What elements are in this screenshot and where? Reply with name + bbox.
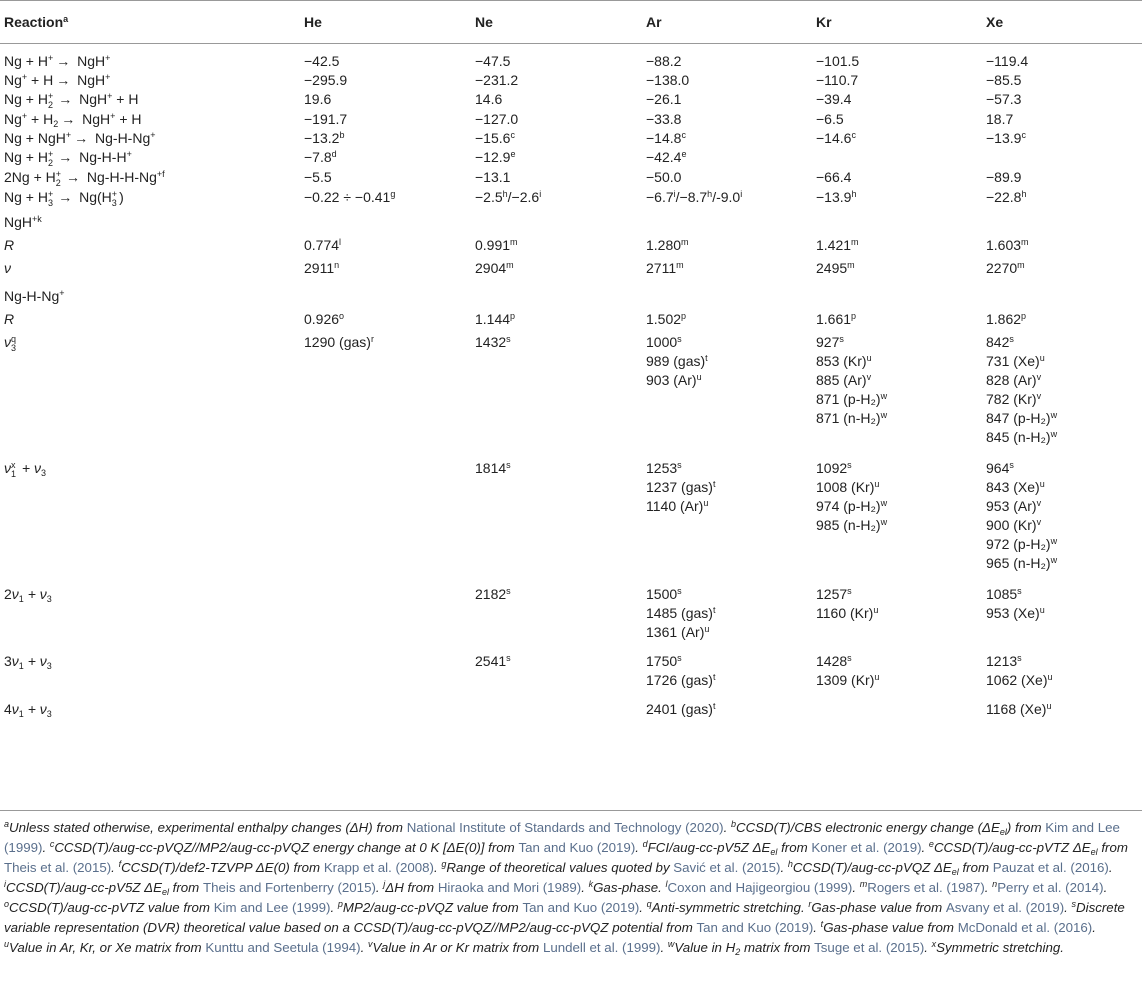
value-line: 871 $(n-H_2)^w$ [816, 410, 888, 426]
value-line: 985 $(n-H_2)^w$ [816, 517, 888, 533]
ngh-r-row: R 0.774$^l$ 0.991$^m$ 1.280$^m$ 1.421$^m$ 1.603$^m$ [4, 237, 1029, 253]
value-line: 2182$^s$ [475, 586, 511, 602]
reaction-row-3: Ng + H + 2 → NgH+ + H 19.6 14.6 −26.1 −39.4 −57.3 [4, 91, 1022, 110]
reaction-equation: 2Ng + H + 2 → $Ng-H-H-Ng^{+f}$ [4, 169, 165, 188]
label-nu3: ν q 3 [4, 334, 17, 353]
ref-link[interactable]: Lundell et al. (1999) [542, 940, 661, 955]
header-ne: Ne [475, 13, 493, 30]
ref-link[interactable]: Koner et al. (2019) [811, 840, 922, 855]
ref-link[interactable]: Kim and Lee (1999) [4, 820, 1120, 855]
value-line: 1750$^s$ [646, 653, 682, 669]
value-line: 989 (gas)$^t$ [646, 353, 708, 369]
ref-link[interactable]: Tan and Kuo (2019) [522, 900, 640, 915]
ref-link[interactable]: Kunttu and Seetula (1994) [205, 940, 361, 955]
ref-link[interactable]: McDonald et al. (2016) [957, 920, 1093, 935]
value-line: 1168 $(Xe)^u$ [986, 701, 1052, 717]
value-line: 953 $(Ar)^v$ [986, 498, 1042, 514]
ref-link[interactable]: Tsuge et al. (2015) [814, 940, 925, 955]
ref-link[interactable]: Theis et al. (2015) [4, 860, 112, 875]
nghng-4nu1-row [4, 700, 1138, 724]
ref-link[interactable]: Savić et al. (2015) [673, 860, 781, 875]
value-line: 1237 (gas)$^t$ [646, 479, 716, 495]
ref-link[interactable]: Perry et al. (2014) [997, 880, 1104, 895]
value-line: 847 $(p-H_2)^w$ [986, 410, 1058, 426]
value-line: 964$^s$ [986, 460, 1014, 476]
thermochemistry-table [4, 0, 1138, 724]
ref-link[interactable]: Asvany et al. (2019) [945, 900, 1065, 915]
nghng-2nu1-row [4, 585, 1138, 652]
value-line: 1253$^s$ [646, 460, 682, 476]
value-line: 871 $(p-H_2)^w$ [816, 391, 888, 407]
ref-link[interactable]: Rogers et al. (1987) [867, 880, 985, 895]
value-line: 1140 $(Ar)^u$ [646, 498, 709, 514]
value-line: 1814$^s$ [475, 460, 511, 476]
value-line: 900 $(Kr)^v$ [986, 517, 1042, 533]
section-nghng: Ng-H-Ng+ [4, 287, 65, 304]
value-line: 1092$^s$ [816, 460, 852, 476]
value-line: 1160 $(Kr)^u$ [816, 605, 879, 621]
value-line: 1085$^s$ [986, 586, 1022, 602]
value-line: 1361 $(Ar)^u$ [646, 624, 710, 640]
value-line: 1008 $(Kr)^u$ [816, 479, 880, 495]
value-line: 1432$^s$ [475, 334, 511, 350]
reaction-row-5: Ng + NgH+ → Ng-H-Ng+ −13.2$^b$ −15.6$^c$ −14.8$^c$ −14.6$^c$ −13.9$^c$ [4, 130, 1026, 146]
label-3nu1-plus-nu3: $3\nu_1 + \nu_3$ [4, 653, 52, 671]
ref-link[interactable]: Tan and Kuo (2019) [518, 840, 636, 855]
value-line: 1213$^s$ [986, 653, 1022, 669]
reaction-equation: Ng+ + H → NgH+ [4, 72, 111, 88]
value-line: 974 $(p-H_2)^w$ [816, 498, 888, 514]
ref-link[interactable]: Theis and Fortenberry (2015) [202, 880, 376, 895]
value-line: 1726 (gas)$^t$ [646, 672, 716, 688]
reaction-equation: Ng + H + 2 → Ng-H-H+ [4, 149, 132, 168]
reaction-row-7: 2Ng + H + 2 → $Ng-H-H-Ng^{+f}$ −5.5 −13.1 −50.0 −66.4 −89.9 [4, 169, 1022, 188]
table-bottom-rule [0, 810, 1142, 811]
reaction-equation: $Ng^+ + H_2 \to NgH^+ + H$ [4, 111, 142, 129]
reaction-equation: Ng + H + 2 → NgH+ + H [4, 91, 139, 110]
label-2nu1-plus-nu3: $2\nu_1 + \nu_3$ [4, 586, 52, 604]
header-row [4, 0, 1138, 44]
value-line: 885 $(Ar)^v$ [816, 372, 872, 388]
nghng-3nu1-row [4, 652, 1138, 700]
ref-link[interactable]: Coxon and Hajigeorgiou (1999) [667, 880, 853, 895]
header-ar: Ar [646, 13, 662, 30]
value-line: 1500$^s$ [646, 586, 682, 602]
nghng-r-row: R 0.926$^o$ 1.144$^p$ 1.502$^p$ 1.661$^p$ 1.862$^p$ [4, 311, 1027, 327]
value-line: 1062 $(Xe)^u$ [986, 672, 1053, 688]
header-xe: Xe [986, 13, 1004, 30]
label-4nu1-plus-nu3: $4\nu_1 + \nu_3$ [4, 701, 52, 719]
value-line: 1428$^s$ [816, 653, 852, 669]
value-line: 782 $(Kr)^v$ [986, 391, 1042, 407]
value-line: 843 $(Xe)^u$ [986, 479, 1045, 495]
table-footnotes: $^a$Unless stated otherwise, experimental enthalpy changes (ΔH) from National Institute of Standards and Technology (2020). $^b$CCSD(T)/CBS electronic energy change $(\Delta E_{el})$ from Kim and Lee (1999). $^c$CCSD(T)/aug-cc-pVQZ//MP2/aug-cc-pVQZ energy change at 0 K [ΔE(0)] from Tan and Kuo (2019). $^d$FCI/aug-cc-pV5Z $\Delta E_{el}$ from Koner et al. (2019). $^e$CCSD(T)/aug-cc-pVTZ $\Delta E_{el}$ from Theis et al. (2015). $^f$CCSD(T)/def2-TZVPP ΔE(0) from Krapp et al. (2008). $^g$Range of theoretical values quoted by Savić et al. (2015). $^h$CCSD(T)/aug-cc-pVQZ $\Delta E_{el}$ from Pauzat et al. (2016). $^i$CCSD(T)/aug-cc-pV5Z $\Delta E_{el}$ from Theis and Fortenberry (2015). $^j$ΔH from Hiraoka and Mori (1989). $^k$Gas-phase. $^l$Coxon and Hajigeorgiou (1999). $^m$Rogers et al. (1987). $^n$Perry et al. (2014). $^o$CCSD(T)/aug-cc-pVTZ value from Kim and Lee (1999). $^p$MP2/aug-cc-pVQZ value from Tan and Kuo (2019). $^q$Anti-symmetric stretching. $^r$Gas-phase value from Asvany et al. (2019). $^s$Discrete variable representation (DVR) theoretical value based on a CCSD(T)/aug-cc-pVQZ//MP2/aug-cc-pVQZ potential from Tan and Kuo (2019). $^t$Gas-phase value from McDonald et al. (2016). $^u$Value in Ar, Kr, or Xe matrix from Kunttu and Seetula (1994). $^v$Value in Ar or Kr matrix from Lundell et al. (1999). $^w$Value in $H_2$ matrix from Tsuge et al. (2015). $^x$Symmetric stretching. [4, 819, 1128, 957]
value-line: 853 $(Kr)^u$ [816, 353, 872, 369]
header-reaction: Reaction$^a$ [4, 13, 69, 30]
value-line: 1485 (gas)$^t$ [646, 605, 716, 621]
value-line: 953 $(Xe)^u$ [986, 605, 1045, 621]
ref-link[interactable]: Kim and Lee (1999) [213, 900, 331, 915]
value-line: 828 $(Ar)^v$ [986, 372, 1042, 388]
reaction-row-1: Ng + H+ → NgH+ −42.5 −47.5 −88.2 −101.5 −119.4 [4, 53, 1029, 69]
reaction-row-8: Ng + H + 3 → Ng(H + 3 ) −0.22 ÷ −0.41$^g$ $-2.5^h/-2.6^i$ $-6.7^i/-8.7^h/-9.0^i$ −13.9$^h$ −22.8$^h$ [4, 189, 1027, 208]
nghng-v1v3-row [4, 459, 1138, 585]
value-line: 2401 (gas)$^t$ [646, 701, 716, 717]
value-line: 927$^s$ [816, 334, 844, 350]
reaction-row-2: Ng+ + H → NgH+ −295.9 −231.2 −138.0 −110.7 −85.5 [4, 72, 1022, 88]
value-line: 1000$^s$ [646, 334, 682, 350]
nghng-v3-row [4, 333, 1138, 459]
ref-link[interactable]: Krapp et al. (2008) [323, 860, 434, 875]
reaction-equation: Ng + H+ → NgH+ [4, 53, 111, 69]
value-line: 1309 $(Kr)^u$ [816, 672, 880, 688]
value-line: 842$^s$ [986, 334, 1014, 350]
value-line: 731 $(Xe)^u$ [986, 353, 1045, 369]
section-ngh: NgH$^{+k}$ [4, 213, 42, 230]
label-nu1-plus-nu3: ν x 1 + $\nu_3$ [4, 460, 46, 479]
value-line: 845 $(n-H_2)^w$ [986, 429, 1058, 445]
value-line: 965 $(n-H_2)^w$ [986, 555, 1058, 571]
value-line: 2541$^s$ [475, 653, 511, 669]
header-kr: Kr [816, 13, 832, 30]
value-line: 903 $(Ar)^u$ [646, 372, 702, 388]
value-line: 1290 (gas)$^r$ [304, 334, 374, 350]
ref-link[interactable]: Pauzat et al. (2016) [992, 860, 1109, 875]
value-line: 972 $(p-H_2)^w$ [986, 536, 1058, 552]
ngh-nu-row: ν 2911$^n$ 2904$^m$ 2711$^m$ 2495$^m$ 2270$^m$ [4, 260, 1025, 276]
ref-link[interactable]: National Institute of Standards and Technology (2020) [406, 820, 724, 835]
ref-link[interactable]: Tan and Kuo (2019) [696, 920, 814, 935]
reaction-equation: Ng + H + 3 → Ng(H + 3 ) [4, 189, 124, 208]
value-line: 1257$^s$ [816, 586, 852, 602]
reaction-equation: Ng + NgH+ → Ng-H-Ng+ [4, 130, 156, 146]
reaction-row-4: $Ng^+ + H_2 \to NgH^+ + H$ −191.7 −127.0 −33.8 −6.5 18.7 [4, 111, 1014, 129]
reaction-row-6: Ng + H + 2 → Ng-H-H+ −7.8$^d$ −12.9$^e$ −42.4$^e$ [4, 149, 687, 168]
header-he: He [304, 13, 322, 30]
ref-link[interactable]: Hiraoka and Mori (1989) [437, 880, 582, 895]
